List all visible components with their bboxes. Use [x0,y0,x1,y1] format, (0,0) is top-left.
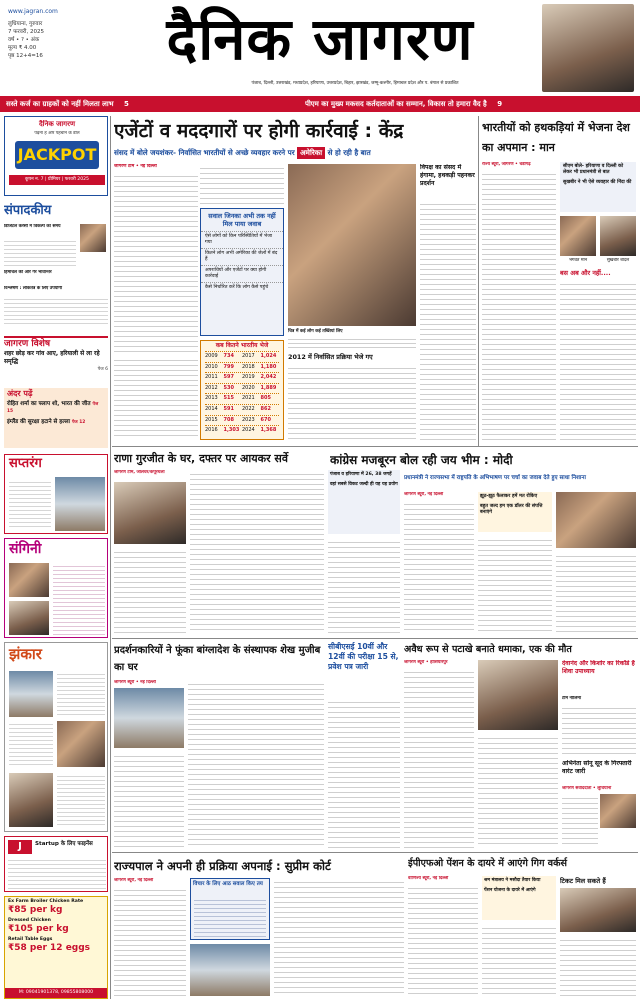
deport-table-cell: 1,024 [260,353,277,359]
lead-inset-q2: कितने लोग अभी अमेरिका की जेलों में बंद हैं [201,248,283,265]
jhankar-body-1 [57,671,105,717]
story7-photo [478,660,558,730]
editorial-item-2[interactable]: हिमाचल की ओर गैर भावान्तर [4,270,52,275]
jackpot-tag: पढ़ना है और पहचान के डील [34,131,80,136]
deport-table-cell: 2023 [242,416,255,423]
lead-photo [288,164,416,326]
deport-table-title: कब कितने भारतीय भेजे [215,342,269,349]
story10-inset-body [194,897,266,937]
story11-bullets [482,876,556,920]
lead-inset-q1: ऐसे लोगों को किन परिस्थितियों में भेजा गया [201,231,283,248]
story11-headline[interactable]: ईपीएफओ पेंशन के दायरे में आएंगे गिग वर्कर्स [408,858,567,869]
story4-bullet-1: पंजाब व हरियाणा में 26, 38 जगहें [330,472,392,477]
lead-subhead-post: से हो रही है बात [327,148,371,157]
story10-body-2 [274,878,404,996]
story3-inset-1: झूठ-झूठ फैलाकर हमें मत रोकिए [480,494,538,499]
andar-title: अंदर पढ़ें [7,389,33,398]
teaser-right[interactable] [305,98,635,110]
jagran-logo: J [8,840,32,854]
story9-photo [600,794,636,828]
startup-section[interactable] [4,836,108,892]
story11-side-title[interactable]: टिकट मिल सकते हैं [560,877,606,885]
story2-body [190,470,324,634]
right-divider [478,116,479,446]
lead-byline: जागरण टीम • नई दिल्ली [114,164,157,169]
deport-table-row [205,425,279,436]
editorial-body-1 [4,238,76,268]
deport-table-row [205,351,279,362]
story3-body-2 [478,536,552,634]
lead-col-2 [200,164,284,204]
story8-body [562,704,636,756]
right-top-name-2: सुखबीर बादल [606,258,630,263]
lead-inset-title: सवाल जिनका अभी तक नहीं मिल पाया जवाब [208,212,276,228]
lead-inset-q4: कैसे निर्धारित करें कि लोग कैसे पहुंचे [201,282,283,293]
story11-side-body [560,936,636,996]
lead-inset [200,208,284,336]
deport-table-row [205,393,279,404]
andar-item-2-page: पेज 12 [71,420,86,425]
story11-body-2 [482,924,556,996]
masthead-photo [542,4,634,92]
story10-inset-title: विचार के लिए आठ सवाल किए तय [193,881,263,887]
lead-side-story-body [420,200,476,440]
deport-table-row [205,362,279,373]
deport-table-cell: 2010 [205,363,218,370]
deport-table-cell: 708 [223,416,234,423]
newspaper-title: दैनिक जागरण [166,6,474,72]
story4-bullet-2: वहां सबसे विकट जल्दी ही यह यह प्रयोग [330,482,398,487]
andar-item-2[interactable] [4,417,108,428]
deport-table-row [205,383,279,394]
deport-table-cell: 1,180 [260,363,277,370]
right-top-subhead: बस अब और नहीं.... [560,269,611,277]
sangini-photo-2 [9,601,49,635]
ad-price-1 [5,897,107,916]
sidebar-divider [110,116,111,999]
jhankar-body-3 [57,773,105,827]
lead-photo-caption: चित्र में कई लोग कई तख्तियां लिए [288,329,343,334]
story5-body-2 [114,752,184,848]
deport-table-cell: 862 [260,405,271,412]
deport-table-cell: 670 [260,416,271,423]
jackpot-title: JACKPOT [15,141,99,169]
right-top-photo-2 [600,216,636,256]
right-top-body [482,170,556,440]
masthead [0,0,640,96]
deport-table-cell: 805 [260,395,271,402]
story11-bullet-1: श्रम मंत्रालय ने मसौदा तैयार किया [484,878,541,883]
deport-table-cell: 2024 [242,427,255,434]
lead-photo-caption-body [288,336,416,348]
story3-body [404,500,474,634]
deport-table-cell: 799 [223,363,234,370]
chicken-ad[interactable] [4,896,108,999]
story5-photo [114,688,184,748]
story5-byline: जागरण ब्यूरो • नई दिल्ली [114,680,156,685]
deport-table-cell: 2014 [205,405,218,412]
deport-table-cell: 2017 [242,353,255,359]
teaser-left[interactable] [6,98,306,110]
saptrang-photo [55,477,105,531]
deport-table-cell: 2018 [242,363,255,370]
deport-table-cell: 530 [223,384,234,391]
story11-photo [560,888,636,932]
row-divider-1 [112,446,638,447]
deport-table-cell: 2020 [242,384,255,391]
regions-line: पंजाब, दिल्ली, उत्तराखंड, मध्यप्रदेश, हरियाणा, उत्तरप्रदेश, बिहार, झारखंड, जम्मू-कश्मीर, हिमाचल प्रदेश और प. बंगाल से प्रकाशित [251,81,459,86]
andar-item-1-page: पेज 15 [7,402,99,414]
deport-table-cell: 2,042 [260,374,277,381]
jhankar-photo-2 [57,721,105,767]
story10-photo [190,944,270,996]
right-top-bullet-1: सीएम बोले- हरियाणा व दिल्ली को लेकर भी प्रधानमंत्री से बात [563,164,624,175]
deport-table-row [205,404,279,415]
andar-section [4,388,108,448]
story2-photo [114,482,186,544]
right-top-photo-1 [560,216,596,256]
teaser-left-text: सस्ते कर्ज का ग्राहकों को नहीं मिलता लाभ [6,100,114,108]
right-top-bullets [560,162,636,212]
lead-inset-q3: अपराधियों और एजेंटों पर क्या होगी कार्रवाई [201,265,283,282]
deport-table-cell: 1,889 [260,384,277,391]
ad-value-3: ₹58 per 12 eggs [8,943,91,953]
story10-inset [190,878,270,940]
ad-item-3: Retail Table Eggs [8,937,53,942]
ad-item-1: Ex Farm Broiler Chicken Rate [8,899,84,904]
story3-inset [478,492,552,532]
andar-item-1-text: रोहित शर्मा का फ्लाप शो, भारत की जीत [7,401,91,407]
story10-byline: जागरण ब्यूरो, नई दिल्ली [114,878,154,883]
deport-table-cell: 2022 [242,405,255,412]
story10-body [114,886,186,996]
sangini-body [53,563,105,635]
right-top-body-2 [560,280,636,440]
deport-table-cell: 734 [223,353,234,359]
editorial-photo [80,224,106,252]
deport-table-cell: 2013 [205,395,218,402]
vishesh-page: पेज 6 [97,367,108,372]
deport-table-cell: 515 [223,395,234,402]
editorial-section [4,202,108,330]
startup-body [8,857,106,889]
saptrang-body [9,479,51,529]
story11-body [408,884,478,996]
story9-byline: जागरण संवाददाता • लुधियाना [562,786,612,791]
andar-item-1[interactable] [4,399,108,417]
story6-body [328,698,400,848]
teaser-right-page: 9 [497,100,503,108]
deport-table-cell: 2012 [205,384,218,391]
story9-headline[interactable]: अभिनेता सोनू सूद के गिरफ्तारी वारंट जारी [562,760,632,775]
story3-body-3 [556,552,636,634]
deport-table-cell: 2016 [205,427,218,434]
story6-headline[interactable]: सीबीएसई 10वीं और 12वीं की परीक्षा 15 से, प्रवेश पत्र जारी [328,642,399,671]
right-top-headline[interactable]: भारतीयों को हथकड़ियां में भेजना देश का अपमान : मान [482,121,630,154]
story8-headline[interactable]: देवानंद और किशोर का रिकॉर्ड है शिवा उपाध्याय [562,660,635,675]
city-date: लुधियाना, गुरुवार [8,21,43,27]
since-2012-body [288,364,416,440]
deport-table-cell: 2011 [205,374,218,381]
story3-subhead: प्रधानमंत्री ने राज्यसभा में राष्ट्रपति के अभिभाषण पर चर्चा का जवाब देते हुए साधा निशाना [404,475,586,481]
story10-headline[interactable]: राज्यपाल ने अपनी ही प्रक्रिया अपनाई : सुप्रीम कोर्ट [114,859,331,873]
row-divider-2 [112,638,638,639]
issue-date: 7 फरवरी, 2025 [8,29,44,35]
sangini-section[interactable] [4,538,108,638]
lead-col-1 [114,172,198,354]
story3-headline[interactable]: कांग्रेस मजबूरन बोल रही जय भीम : मोदी [330,453,513,467]
deport-table-cell: 2015 [205,416,218,423]
ad-phone[interactable]: M: 09041901378, 09855808000 [5,988,107,998]
deport-table-row [205,372,279,383]
story5-headline[interactable]: प्रदर्शनकारियों ने फूंका बांग्लादेश के संस्थापक शेख मुजीब का घर [114,645,321,673]
deport-table-cell: 1,303 [223,427,240,434]
teaser-right-text: पीएम का मुख्य मकसद कर्तदाताओं का सम्मान, विकास तो हमारा वैद है [305,100,487,108]
story3-byline: जागरण ब्यूरो, नई दिल्ली [404,492,444,497]
deport-table-cell: 591 [223,405,234,412]
story7-headline[interactable]: अवैध रूप से पटाखे बनाते धमाका, एक की मौत [404,644,572,655]
deport-table-cell: 2019 [242,374,255,381]
sangini-title: संगिनी [9,541,42,557]
lead-col-1b [114,356,198,440]
vishesh-section[interactable] [4,336,108,384]
startup-title: Startup के लिए फाइनेंस [35,841,93,847]
since-2012-headline[interactable]: 2012 में निर्वासित प्रक्रिया भेजे गए [288,353,373,361]
story3-inset-2: बहुत जल्द हम एक डॉलर की संपत्ति बनाएंगे [480,504,543,515]
editorial-title: संपादकीय [4,203,52,218]
jackpot-sub: कूपन न. 7 | प्रीमियर | फरवरी 2025 [9,175,105,185]
row-divider-3 [112,852,638,853]
story2-byline: जागरण टीम, जालंधर/कपूरथला [114,470,165,475]
story9-body [562,794,598,848]
right-top-name-1: भगवंत मान [568,258,588,263]
story3-photo [556,492,636,548]
teaser-left-page: 5 [124,100,129,108]
price: मूल्य ₹ 4.00 [8,45,37,51]
deport-table-cell: 2021 [242,395,255,402]
site-url[interactable]: www.jagran.com [8,8,58,15]
jhankar-title: झंकार [9,645,42,663]
story11-byline: वाणिज्य ब्यूरो, नई दिल्ली [408,876,449,881]
story7-body [404,668,474,848]
jackpot-brand: दैनिक जागरण [38,120,76,128]
lead-side-story-title[interactable]: विपक्ष का संसद में हंगामा, हथकड़ी पहनकर प्रदर्शन [420,164,475,187]
sangini-photo-1 [9,563,49,597]
jhankar-photo-1 [9,671,53,717]
saptrang-title: सप्तरंग [9,456,42,471]
story4-bullets [328,470,400,534]
vishesh-title: जागरण विशेष [4,339,51,349]
deport-table-rows [201,351,283,436]
editorial-item-3[interactable]: विश्लेषण : लोकतंत्र के लिए उपयोगी [4,286,62,291]
deport-table [200,340,284,440]
ad-price-2 [5,916,107,935]
editorial-body-3 [4,296,108,326]
right-top-byline: राज्य ब्यूरो, जागरण • चंडीगढ़ [482,162,531,167]
deport-table-row [205,415,279,426]
saptrang-section[interactable] [4,454,108,534]
story11-bullet-2: पेंशन योजना के दायरे में आएंगे [484,888,536,893]
page-count: पृष्ठ 12+4=16 [8,53,43,59]
masthead-meta [8,8,88,88]
teaser-bar [0,96,640,112]
story8-byline: टीम नीलिमा [562,696,581,701]
story2-body-2 [114,548,186,634]
vishesh-headline: शहर छोड़ कर गांव आए, हरियाली से ला रहे समृद्धि [4,350,100,365]
deport-table-cell: 597 [223,374,234,381]
ad-price-3 [5,935,107,954]
lead-headline[interactable]: एजेंटों व मददगारों पर होगी कार्रवाई : केंद्र [114,120,404,142]
ad-value-1: ₹85 per kg [8,905,63,915]
deport-table-cell: 1,368 [260,427,277,434]
story4-body [328,538,400,634]
lead-subhead-highlight: अमेरिका [297,147,325,159]
jhankar-body-2 [9,721,53,767]
right-top-bullet-2: सुखबीर ने भी ऐसे व्यवहार की निंदा की [563,180,632,185]
ad-item-2: Dressed Chicken [8,918,51,923]
andar-item-2-text: इंग्लैंड की सुरक्षा हटाने से हल्ला [7,419,70,425]
editorial-item-1[interactable]: डिजिटल करंसी में विकल्प का समय [4,224,61,229]
jackpot-box[interactable] [4,116,108,196]
jhankar-photo-3 [9,773,53,827]
story7-body-2 [478,734,558,848]
ad-value-2: ₹105 per kg [8,924,69,934]
story5-body [188,680,324,848]
edition-info: वर्ष • ? • अंक [8,37,40,43]
left-sidebar [4,116,108,999]
story7-byline: जागरण ब्यूरो • होशियारपुर [404,660,448,665]
deport-table-cell: 2009 [205,353,218,359]
story2-headline[interactable]: राणा गुरजीत के घर, दफ्तर पर आयकर सर्वे [114,452,288,465]
jhankar-section[interactable] [4,642,108,832]
lead-subhead-pre: संसद में बोले जयशंकर- निर्वासित भारतीयों से अच्छे व्यवहार करने पर [114,148,295,157]
lead-subhead [114,147,474,159]
